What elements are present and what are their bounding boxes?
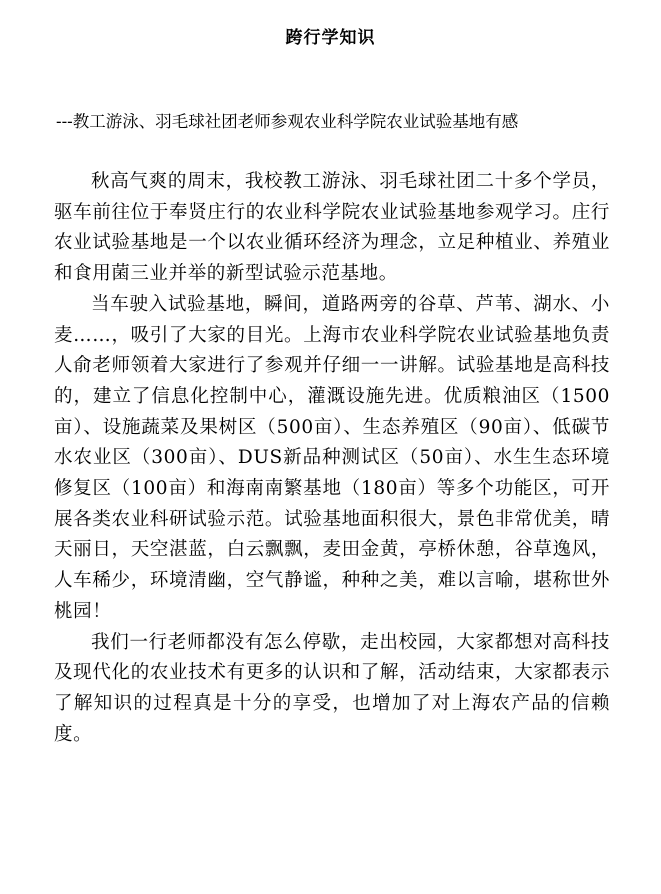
paragraph-1: 秋高气爽的周末，我校教工游泳、羽毛球社团二十多个学员，驱车前往位于奉贤庄行的农业科学院农业试验基地参观学习。庄行农业试验基地是一个以农业循环经济为理念，立足种植业、养殖业和食用菌三业并举的新型试验示范基地。 [54, 171, 610, 285]
paragraph-2: 当车驶入试验基地，瞬间，道路两旁的谷草、芦苇、湖水、小麦……，吸引了大家的目光。上海市农业科学院农业试验基地负责人俞老师领着大家进行了参观并仔细一一讲解。试验基地是高科技的，建立了信息化控制中心，灌溉设施先进。优质粮油区（1500亩）、设施蔬菜及果树区（500亩）、生态养殖区（90亩）、低碳节水农业区（300亩）、DUS新品种测试区（50亩）、水生生态环境修复区（100亩）和海南南繁基地（180亩）等多个功能区，可开展各类农业科研试验示范。试验基地面积很大，景色非常优美，晴天丽日，天空湛蓝，白云飘飘，麦田金黄，亭桥休憩，谷草逸风，人车稀少，环境清幽，空气静谧，种种之美，难以言喻，堪称世外桃园！ [54, 293, 610, 622]
document-body [54, 167, 610, 750]
paragraph-3: 我们一行老师都没有怎么停歇，走出校园，大家都想对高科技及现代化的农业技术有更多的认识和了解，活动结束，大家都表示了解知识的过程真是十分的享受，也增加了对上海农产品的信赖度。 [54, 631, 610, 745]
document-subtitle: ---教工游泳、羽毛球社团老师参观农业科学院农业试验基地有感 [56, 112, 519, 131]
document-title: 跨行学知识 [285, 28, 376, 48]
